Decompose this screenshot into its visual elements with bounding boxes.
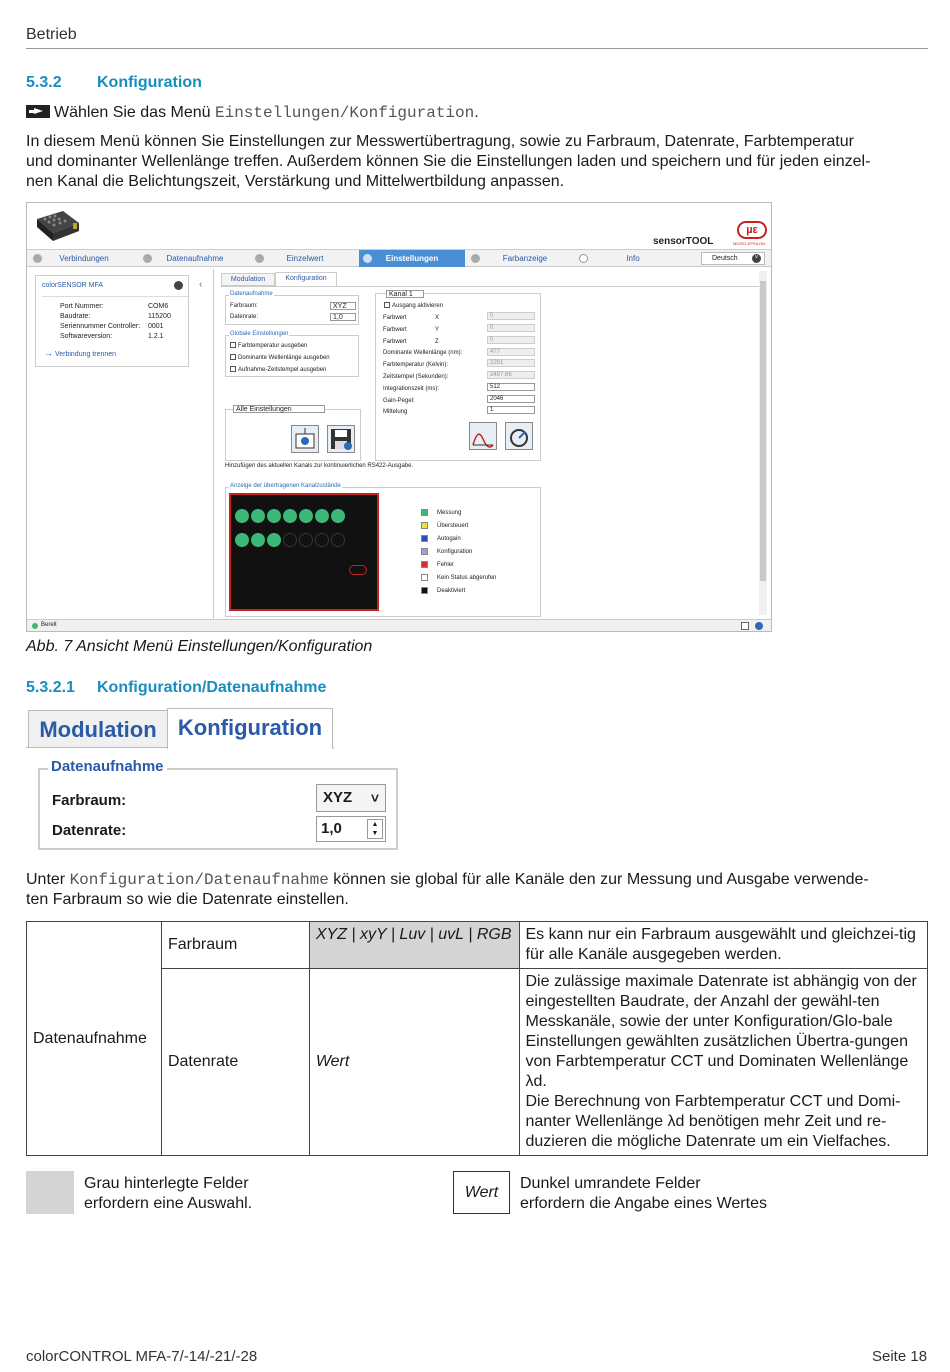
device-values [148,302,171,342]
rs422-hint: Hinzufügen des aktuellen Kanals zur kontinuierlichen RS422-Ausgabe. [225,463,414,469]
header-rule [26,48,928,49]
tab-einstellungen[interactable]: Einstellungen [359,250,465,267]
note-line: Grau hinterlegte Felder [84,1175,249,1192]
running-header: Betrieb [26,26,77,43]
tab-farbanzeige[interactable]: Farbanzeige [467,250,583,267]
disconnect-link[interactable]: → Verbindung trennen [44,348,117,358]
channel-label: Dominante Wellenlänge (nm): [383,350,463,357]
channel-label: Farbtemperatur (Kelvin): [383,362,449,369]
device-label: Seriennummer Controller: [60,323,141,330]
para2-prefix: Unter [26,871,66,888]
farbwert-z-field: 0 [487,336,535,344]
checkbox-farbtemperatur[interactable]: Farbtemperatur ausgeben [230,342,307,349]
datenrate-label: Datenrate: [52,822,127,839]
note-line: erfordern die Angabe eines Wertes [520,1195,767,1212]
legend-label: Deaktiviert [437,588,466,594]
farbraum-label: Farbraum: [230,303,258,309]
farbtemperatur-field: 2261 [487,359,535,367]
wellenlaenge-field: 477 [487,348,535,356]
grey-field-sample [26,1171,74,1214]
datenrate-desc-cell [519,969,928,1156]
tab-datenaufnahme[interactable]: Datenaufnahme [139,250,251,267]
intro-line: und dominanter Wellenlänge treffen. Außerdem können Sie die Einstellungen laden und speichern und für jeden einzel- [26,153,871,170]
para2-rest: können sie global für alle Kanäle den zur Messung und Ausgabe verwende- [333,871,869,888]
device-label: Baudrate: [60,313,91,320]
table-group-cell: Datenaufnahme [27,922,162,1156]
zoom-datenrate-stepper[interactable]: 1,0 ▲ ▼ [316,816,386,842]
datenrate-label: Datenrate: [230,314,259,320]
controller-image [33,209,81,243]
intro-line: nen Kanal die Belichtungszeit, Verstärkung und Mittelwertbildung anpassen. [26,173,565,190]
tab-info[interactable]: Info [575,250,691,267]
instruction-suffix: . [474,104,479,121]
footer-page: Seite 18 [872,1348,928,1365]
settings-select[interactable]: Alle Einstellungen [233,405,325,413]
zoomed-config-screenshot [26,708,379,848]
channel-label: Integrationszeit (ms): [383,385,440,392]
note-line: Dunkel umrandete Felder [520,1175,701,1192]
group-title: Anzeige der übertragenen Kanalzustände [230,483,341,489]
subsection-title: Konfiguration/Datenaufnahme [97,679,327,696]
device-name: colorSENSOR MFA [42,282,104,289]
channel-label: Gain-Pegel: [383,397,415,404]
collapse-icon[interactable] [174,281,183,290]
language-select[interactable]: Deutsch ˅ [701,252,765,265]
group-title: Datenaufnahme [230,291,273,297]
subtab-modulation[interactable]: Modulation [221,273,275,286]
subsection-number: 5.3.2.1 [26,679,75,696]
zoom-datenaufnahme-group [38,758,398,850]
figure-caption: Abb. 7 Ansicht Menü Einstellungen/Konfiguration [26,638,373,655]
instruction [26,103,479,123]
farbraum-desc-cell: Es kann nur ein Farbraum ausgewählt und gleichzei-tig für alle Kanäle ausgegeben werden. [519,922,928,969]
instruction-prefix: Wählen Sie das Menü [54,104,211,121]
farbraum-select[interactable]: XYZ [330,302,356,310]
chevron-down-icon: ˅ [370,790,379,806]
sensortool-screenshot [26,202,772,632]
channel-status-display [229,493,379,611]
grey-field-note [84,1174,252,1214]
datenrate-desc-1: Die zulässige maximale Datenrate ist abhängig von der eingestellten Baudrate, der Anzahl der gewähl-ten Messkanäle, sowie der unter Konfiguration/Glo-bale Einstellungen gewählten zusätzlichen Übertra-gungen von Farbtemperatur CCT und Dominaten Wellenlänge λd. [525,973,917,1090]
axis-label: Y [435,326,440,333]
spectrum-icon[interactable] [469,422,497,450]
legend-label: Übersteuert [437,523,469,529]
farbraum-name-cell: Farbraum [161,922,309,969]
datenaufnahme-group [225,291,359,325]
device-labels [60,302,140,342]
gain-select[interactable]: 2046 [487,395,535,403]
device-value: 115200 [148,313,171,320]
footer-product: colorCONTROL MFA-7/-14/-21/-28 [26,1348,258,1365]
value-field-note [520,1174,767,1214]
note-line: erfordern eine Auswahl. [84,1195,253,1212]
info-icon[interactable] [755,622,763,630]
axis-label: X [435,315,440,321]
arrow-right-icon: → [44,348,53,358]
farbwert-x-field: 0 [487,312,535,320]
value-field-sample: Wert [453,1171,510,1214]
status-led-icon [32,623,38,629]
zoom-tab-modulation[interactable]: Modulation [28,710,168,748]
axis-label: Z [435,338,439,345]
status-legend [421,509,531,605]
channel-label: Mittelung [383,409,408,416]
status-bar [27,619,771,632]
integrationszeit-select[interactable]: 512 [487,383,535,391]
channel-label: Farbwert [383,326,407,333]
datenrate-stepper[interactable]: 1,0 [330,313,356,321]
tab-einzelwert[interactable]: Einzelwert [251,250,359,267]
device-label: Softwareversion: [60,333,113,340]
channel-label: Farbwert [383,315,407,321]
autogain-icon[interactable] [505,422,533,450]
device-card [35,275,189,367]
legend-label: Messung [437,510,462,516]
device-value: COM6 [148,303,169,310]
menu-path: Einstellungen/Konfiguration [214,104,475,122]
brand-name: sensorTOOL [653,236,714,247]
stepper-arrows-icon[interactable]: ▲ ▼ [367,819,383,839]
logo-subtext: MICRO-EPSILON [733,241,766,246]
channel-axes [435,313,439,348]
document-icon[interactable] [741,622,749,630]
intro-line: In diesem Menü können Sie Einstellungen zur Messwertübertragung, sowie zu Farbraum, Datenrate, Farbtemperatur [26,133,854,150]
vertical-scrollbar[interactable] [759,271,767,615]
datenrate-value-cell: Wert [309,969,519,1156]
channel-label: Farbwert [383,338,407,345]
mittelung-stepper[interactable]: 1 [487,406,535,414]
paragraph-2 [26,870,928,910]
chevron-down-icon: ˅ [752,254,761,263]
channel-labels [383,313,462,419]
intro-paragraph [26,132,928,192]
load-settings-icon[interactable] [291,425,319,453]
arrow-right-icon [26,105,50,118]
section-number: 5.3.2 [26,74,62,91]
subtab-konfiguration[interactable]: Konfiguration [275,272,337,286]
datenrate-desc-2: Die Berechnung von Farbtemperatur CCT und Domi-nanter Wellenlänge λd benötigen mehr Zeit und re-duzieren die mögliche Datenrate um ein Vielfaches. [525,1093,901,1150]
zeitstempel-field: 2497.66 [487,371,535,379]
group-title: Datenaufnahme [48,758,167,775]
legend-label: Kein Status abgerufen [437,575,497,581]
datenrate-name-cell: Datenrate [161,969,309,1156]
channel-label: Zeitstempel (Sekunden): [383,373,449,380]
zoom-tab-konfiguration[interactable]: Konfiguration [167,708,333,749]
para2-line2: ten Farbraum so wie die Datenrate einstellen. [26,891,349,908]
kanal-select[interactable]: Kanal 1 [386,290,424,298]
farbwert-y-field: 0 [487,324,535,332]
section-title: Konfiguration [97,74,202,91]
legend-label: Fehler [437,562,455,568]
chevron-left-icon[interactable]: ‹ [199,279,203,290]
checkbox-zeitstempel[interactable]: Aufnahme-Zeitstempel ausgeben [230,366,326,373]
group-title: Globale Einstellungen [230,331,289,337]
device-value: 1.2.1 [148,333,164,340]
checkbox-wellenlaenge[interactable]: Dominante Wellenlänge ausgeben [230,354,330,361]
legend-label: Konfiguration [437,549,473,555]
farbraum-label: Farbraum: [52,792,127,809]
status-text: Bereit [41,622,57,628]
checkbox-ausgang[interactable]: Ausgang aktivieren [384,302,443,309]
tab-verbindungen[interactable]: Verbindungen [29,250,139,267]
farbraum-options-cell: XYZ | xyY | Luv | uvL | RGB [309,922,519,969]
config-table [26,921,928,1156]
save-settings-icon[interactable] [327,425,355,453]
device-value: 0001 [148,323,164,330]
device-label: Port Nummer: [60,303,104,310]
micro-epsilon-logo: µε [737,221,767,239]
global-settings-group [225,331,359,377]
zoom-farbraum-select[interactable]: XYZ ˅ [316,784,386,812]
config-path: Konfiguration/Datenaufnahme [69,871,329,889]
main-tabbar [27,249,771,267]
legend-label: Autogain [437,536,461,542]
